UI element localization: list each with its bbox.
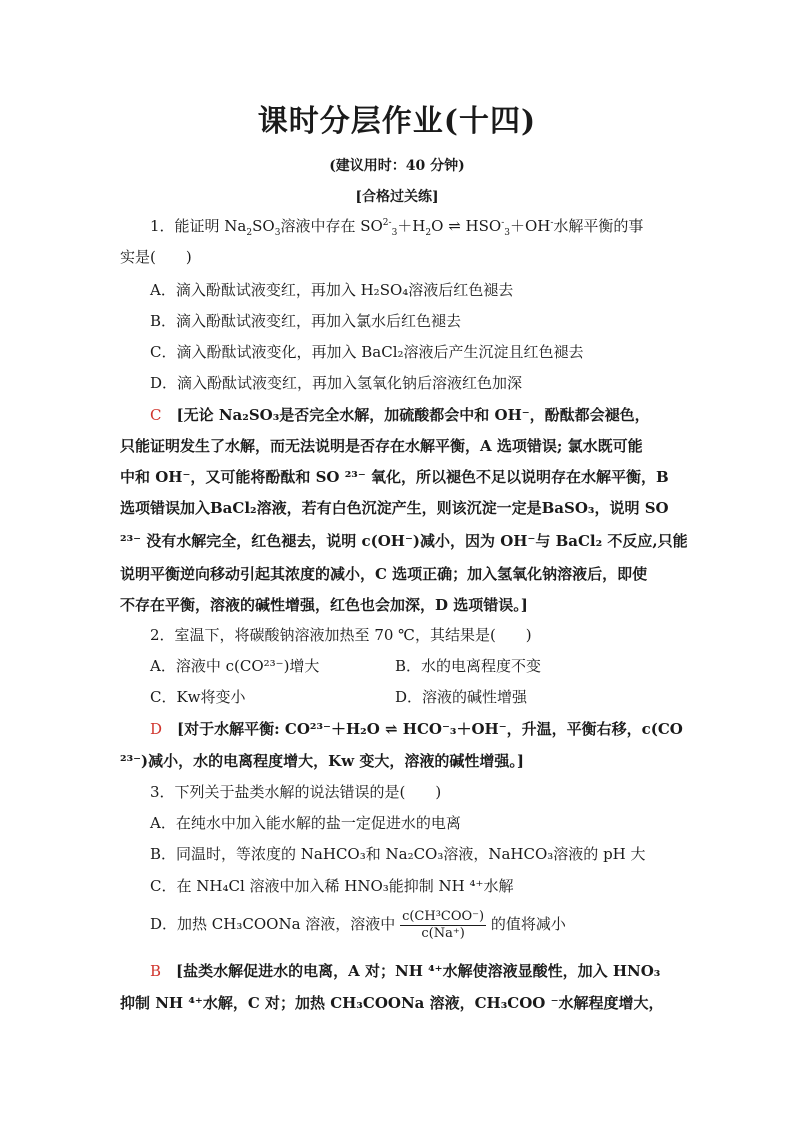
q3-explanation-line1: B [盐类水解促进水的电离，A 对；NH ⁴⁺水解使溶液显酸性，加入 HNO₃ <box>150 962 661 980</box>
q1-explanation-line7: 不存在平衡，溶液的碱性增强，红色也会加深，D 选项错误。] <box>120 596 528 614</box>
time-note: (建议用时：40 分钟) <box>329 158 465 174</box>
q1-explanation-line1: C [无论 Na₂SO₃是否完全水解，加硫酸都会中和 OH⁻，酚酞都会褪色， <box>150 406 650 424</box>
page-title: 课时分层作业(十四) <box>257 104 537 139</box>
q1-explanation-line4: 选项错误加入BaCl₂溶液，若有白色沉淀产生，则该沉淀一定是BaSO₃，说明 SO <box>120 499 669 517</box>
q1-explanation-line2: 只能证明发生了水解，而无法说明是否存在水解平衡，A 选项错误; 氯水既可能 <box>120 437 643 455</box>
q2-stem: 2．室温下，将碳酸钠溶液加热至 70 ℃，其结果是( ) <box>150 626 532 644</box>
q2-explanation-line1: D [对于水解平衡: CO²³⁻＋H₂O ⇌ HCO⁻₃＋OH⁻，升温，平衡右移，c(CO <box>150 720 683 738</box>
q2-option-c: C．Kw将变小 <box>150 688 246 706</box>
q3-explanation-line2: 抑制 NH ⁴⁺水解，C 对；加热 CH₃COONa 溶液，CH₃COO ⁻水解程度增大， <box>120 994 664 1012</box>
q1-explanation-line6: 说明平衡逆向移动引起其浓度的减小，C 选项正确；加入氢氧化钠溶液后，即使 <box>120 565 648 583</box>
section-heading: [合格过关练] <box>355 189 439 205</box>
equilibrium-arrow-icon: ⇌ <box>443 217 466 235</box>
q1-option-c: C．滴入酚酞试液变化，再加入 BaCl₂溶液后产生沉淀且红色褪去 <box>150 343 584 361</box>
q2-option-b: B．水的电离程度不变 <box>395 657 542 675</box>
q2-answer: D <box>150 720 163 738</box>
q3-option-b: B．同温时，等浓度的 NaHCO₃和 Na₂CO₃溶液，NaHCO₃溶液的 pH 大 <box>150 845 646 863</box>
q2-option-a: A．溶液中 c(CO²³⁻)增大 <box>150 657 320 675</box>
q3-stem: 3．下列关于盐类水解的说法错误的是( ) <box>150 783 442 801</box>
q1-option-b: B．滴入酚酞试液变红，再加入氯水后红色褪去 <box>150 312 462 330</box>
q3-option-a: A．在纯水中加入能水解的盐一定促进水的电离 <box>150 814 461 832</box>
q1-explanation-line5: ²³⁻ 没有水解完全，红色褪去，说明 c(OH⁻)减小，因为 OH⁻与 BaCl₂ 不反应,只能 <box>120 532 688 550</box>
q1-answer: C <box>150 406 162 424</box>
q2-explanation-line2: ²³⁻)减小，水的电离程度增大，Kw 变大，溶液的碱性增强。] <box>120 752 524 770</box>
q1-stem-line1: 1．能证明 $Na_2SO_3$溶液中存在 $SO^{2-}_3+H_2O$ ⇌ $HSO^-_3+OH^-$水解平衡的事 <box>150 217 644 238</box>
q2-option-d: D．溶液的碱性增强 <box>395 688 528 706</box>
fraction: $\frac{\text{c(CH³COO⁻)}}{c(Na^+)}$ <box>402 908 485 941</box>
q3-option-c: C．在 NH₄Cl 溶液中加入稀 HNO₃能抑制 NH ⁴⁺水解 <box>150 877 514 895</box>
q1-option-d: D．滴入酚酞试液变红，再加入氢氧化钠后溶液红色加深 <box>150 374 523 392</box>
q3-option-d: D．加热 CH₃COONa 溶液，溶液中 $\frac{\text{c(CH³COO⁻)}}{c(Na^+)}$ 的值将减小 <box>150 908 566 941</box>
q3-answer: B <box>150 962 162 980</box>
q1-explanation-line3: 中和 OH⁻，又可能将酚酞和 SO ²³⁻ 氧化，所以褪色不足以说明存在水解平衡，B <box>120 468 669 486</box>
q1-stem-line2: 实是( ) <box>120 248 192 266</box>
q1-option-a: A．滴入酚酞试液变红，再加入 H₂SO₄溶液后红色褪去 <box>150 281 514 299</box>
